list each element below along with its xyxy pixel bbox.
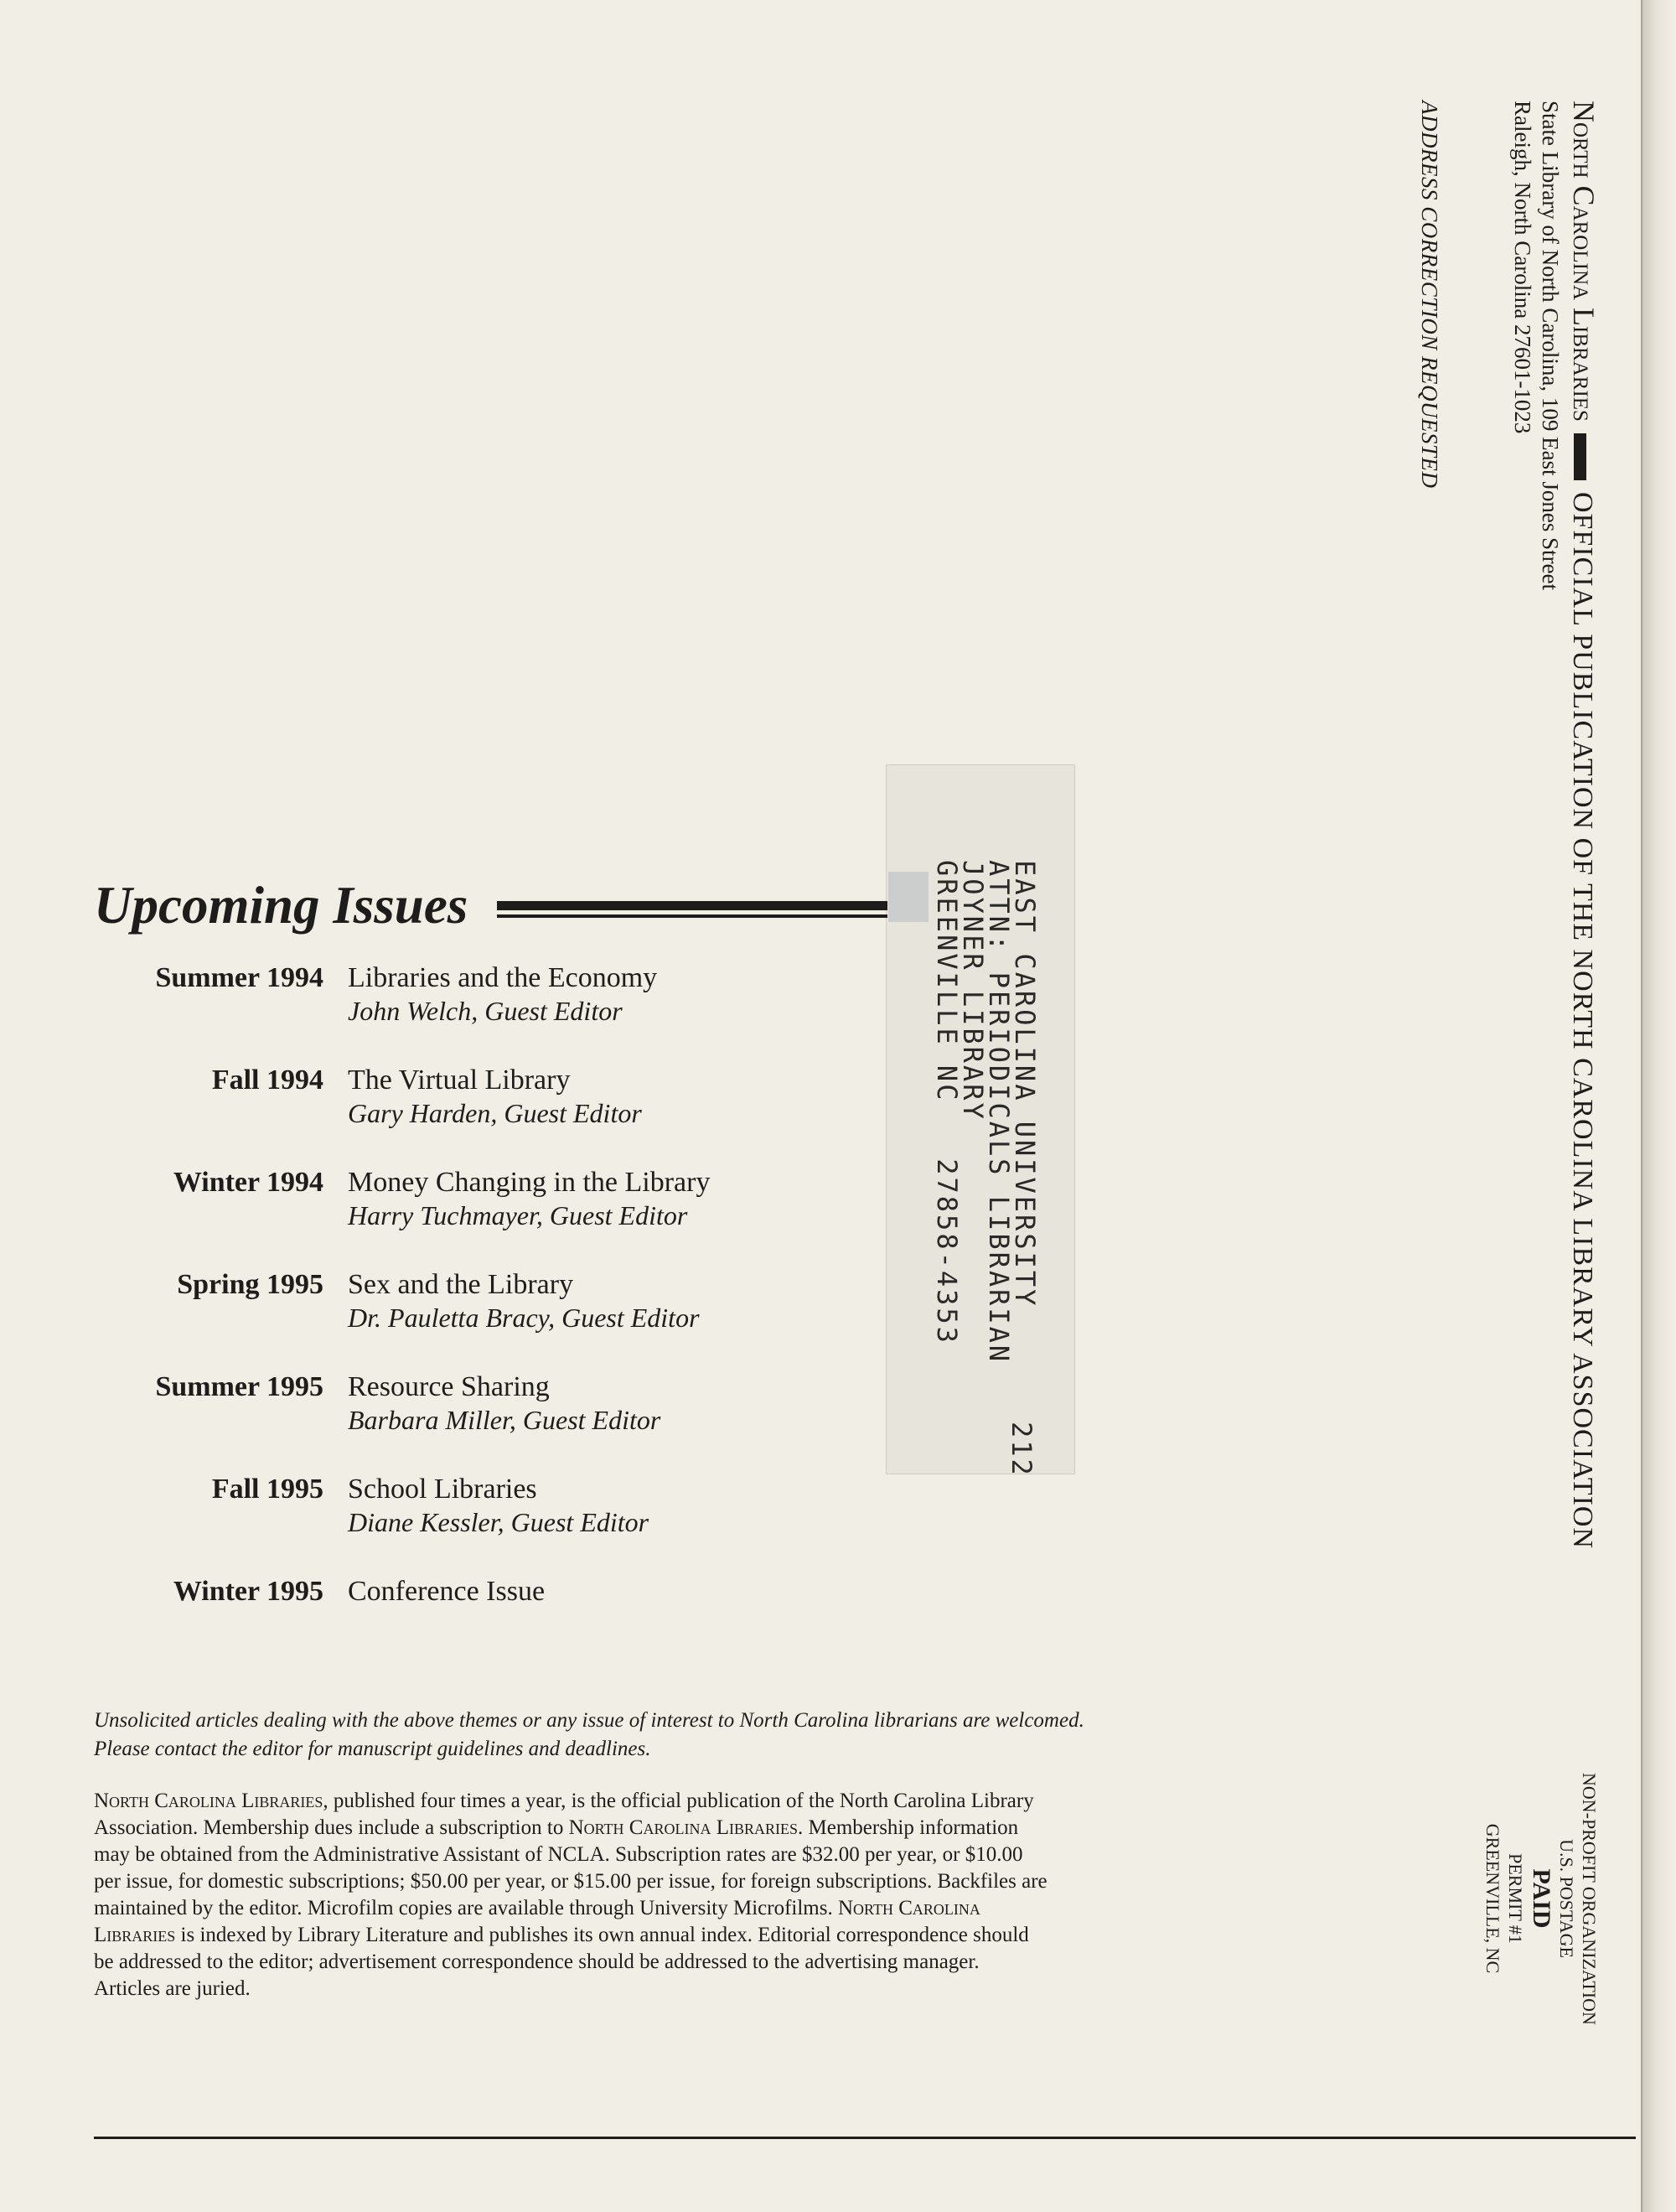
issue-season: Winter 1994 <box>173 1167 323 1198</box>
issue-editor: Diane Kessler, Guest Editor <box>348 1507 649 1537</box>
issue-entry <box>94 1267 848 1370</box>
masthead-bar <box>1574 433 1586 480</box>
issue-season: Fall 1995 <box>211 1474 323 1505</box>
issue-season: Winter 1995 <box>173 1576 323 1607</box>
issue-season: Fall 1994 <box>211 1065 323 1096</box>
issue-theme: Sex and the Library <box>348 1269 574 1300</box>
issue-entry <box>94 1370 848 1472</box>
upcoming-issues-list <box>94 961 848 1676</box>
postage-indicia <box>1482 1773 1601 2024</box>
issue-entry <box>94 1574 848 1676</box>
address-line-1: State Library of North Carolina, 109 East Jones Street <box>1538 101 1563 591</box>
bottom-rule <box>94 2137 1636 2139</box>
issue-theme: Money Changing in the Library <box>348 1167 711 1198</box>
issue-theme: Libraries and the Economy <box>348 962 658 993</box>
issue-theme: Conference Issue <box>348 1576 546 1607</box>
issue-editor: Barbara Miller, Guest Editor <box>348 1405 661 1435</box>
issue-theme: Resource Sharing <box>348 1371 550 1402</box>
publication-name: North Carolina Libraries <box>1567 101 1601 422</box>
page-edge <box>1641 0 1676 2212</box>
page-edge-line <box>1641 0 1642 2212</box>
publication-info-text: , published four times a year, is the official publication of the North Carolina Library Association. Membership dues include a subscription to <box>94 1790 1034 1839</box>
indicia-city: GREENVILLE, NC <box>1482 1823 1503 1974</box>
issue-entry <box>94 961 848 1063</box>
heading-rule-thick <box>497 901 887 910</box>
publication-name-inline: North Carolina Libraries <box>94 1790 323 1812</box>
publication-name-inline: North Carolina Libraries <box>568 1816 798 1839</box>
submission-notice: Unsolicited articles dealing with the above themes or any issue of interest to North Carolina librarians are welcomed. Please contact the editor for manuscript guidelines and deadlines. <box>94 1709 1084 1760</box>
label-tape <box>888 872 929 922</box>
issue-entry <box>94 1165 848 1267</box>
upcoming-issues-heading: Upcoming Issues <box>94 876 468 935</box>
issue-editor: Dr. Pauletta Bracy, Guest Editor <box>348 1303 700 1333</box>
issue-entry <box>94 1063 848 1165</box>
publication-info-text: . Membership information may be obtained from the Administrative Assistant of NCLA. Subscription rates are $32.00 per year, or $10.00 per issue, for domestic subscriptions; $50.00 per year, or $15.00 per issue, for foreign subscriptions. Backfiles are maintained by the editor. Microfilm copies are available through University Microfilms. <box>94 1816 1048 1919</box>
address-label-text: EAST CAROLINA UNIVERSITY ATTN: PERIODICALS LIBRARIAN JOYNER LIBRARY GREENVILLE NC 27858-4353 <box>931 860 1041 1365</box>
official-publication-text: OFFICIAL PUBLICATION OF THE NORTH CAROLINA LIBRARY ASSOCIATION <box>1567 491 1598 1550</box>
publication-info-text: is indexed by Library Literature and publishes its own annual index. Editorial correspondence should be addressed to the editor; advertisement correspondence should be addressed to the advertising manager. Articles are juried. <box>94 1924 1029 2000</box>
issue-season: Spring 1995 <box>177 1269 323 1300</box>
address-label-number: 212 <box>1006 1422 1037 1478</box>
masthead-line <box>1564 101 1602 1549</box>
indicia-postage: U.S. POSTAGE <box>1556 1839 1577 1958</box>
issue-season: Summer 1994 <box>155 962 323 993</box>
heading-rule-thin <box>497 914 887 918</box>
mailing-header <box>1415 101 1602 1549</box>
publication-info <box>94 1788 1049 2002</box>
issue-theme: School Libraries <box>348 1474 537 1505</box>
address-correction-text: ADDRESS CORRECTION REQUESTED <box>1417 101 1442 489</box>
issue-season: Summer 1995 <box>155 1371 323 1402</box>
issue-editor: Harry Tuchmayer, Guest Editor <box>348 1200 688 1230</box>
issue-theme: The Virtual Library <box>348 1065 571 1096</box>
issue-editor: John Welch, Guest Editor <box>348 996 623 1026</box>
issue-editor: Gary Harden, Guest Editor <box>348 1098 642 1128</box>
indicia-permit: PERMIT #1 <box>1505 1853 1526 1944</box>
issue-entry <box>94 1472 848 1574</box>
indicia-org: NON-PROFIT ORGANIZATION <box>1579 1773 1600 2025</box>
publication-name-inline: North Carolina Libraries <box>94 1897 980 1946</box>
indicia-paid: PAID <box>1528 1868 1555 1929</box>
address-line-2: Raleigh, North Carolina 27601-1023 <box>1510 101 1535 434</box>
